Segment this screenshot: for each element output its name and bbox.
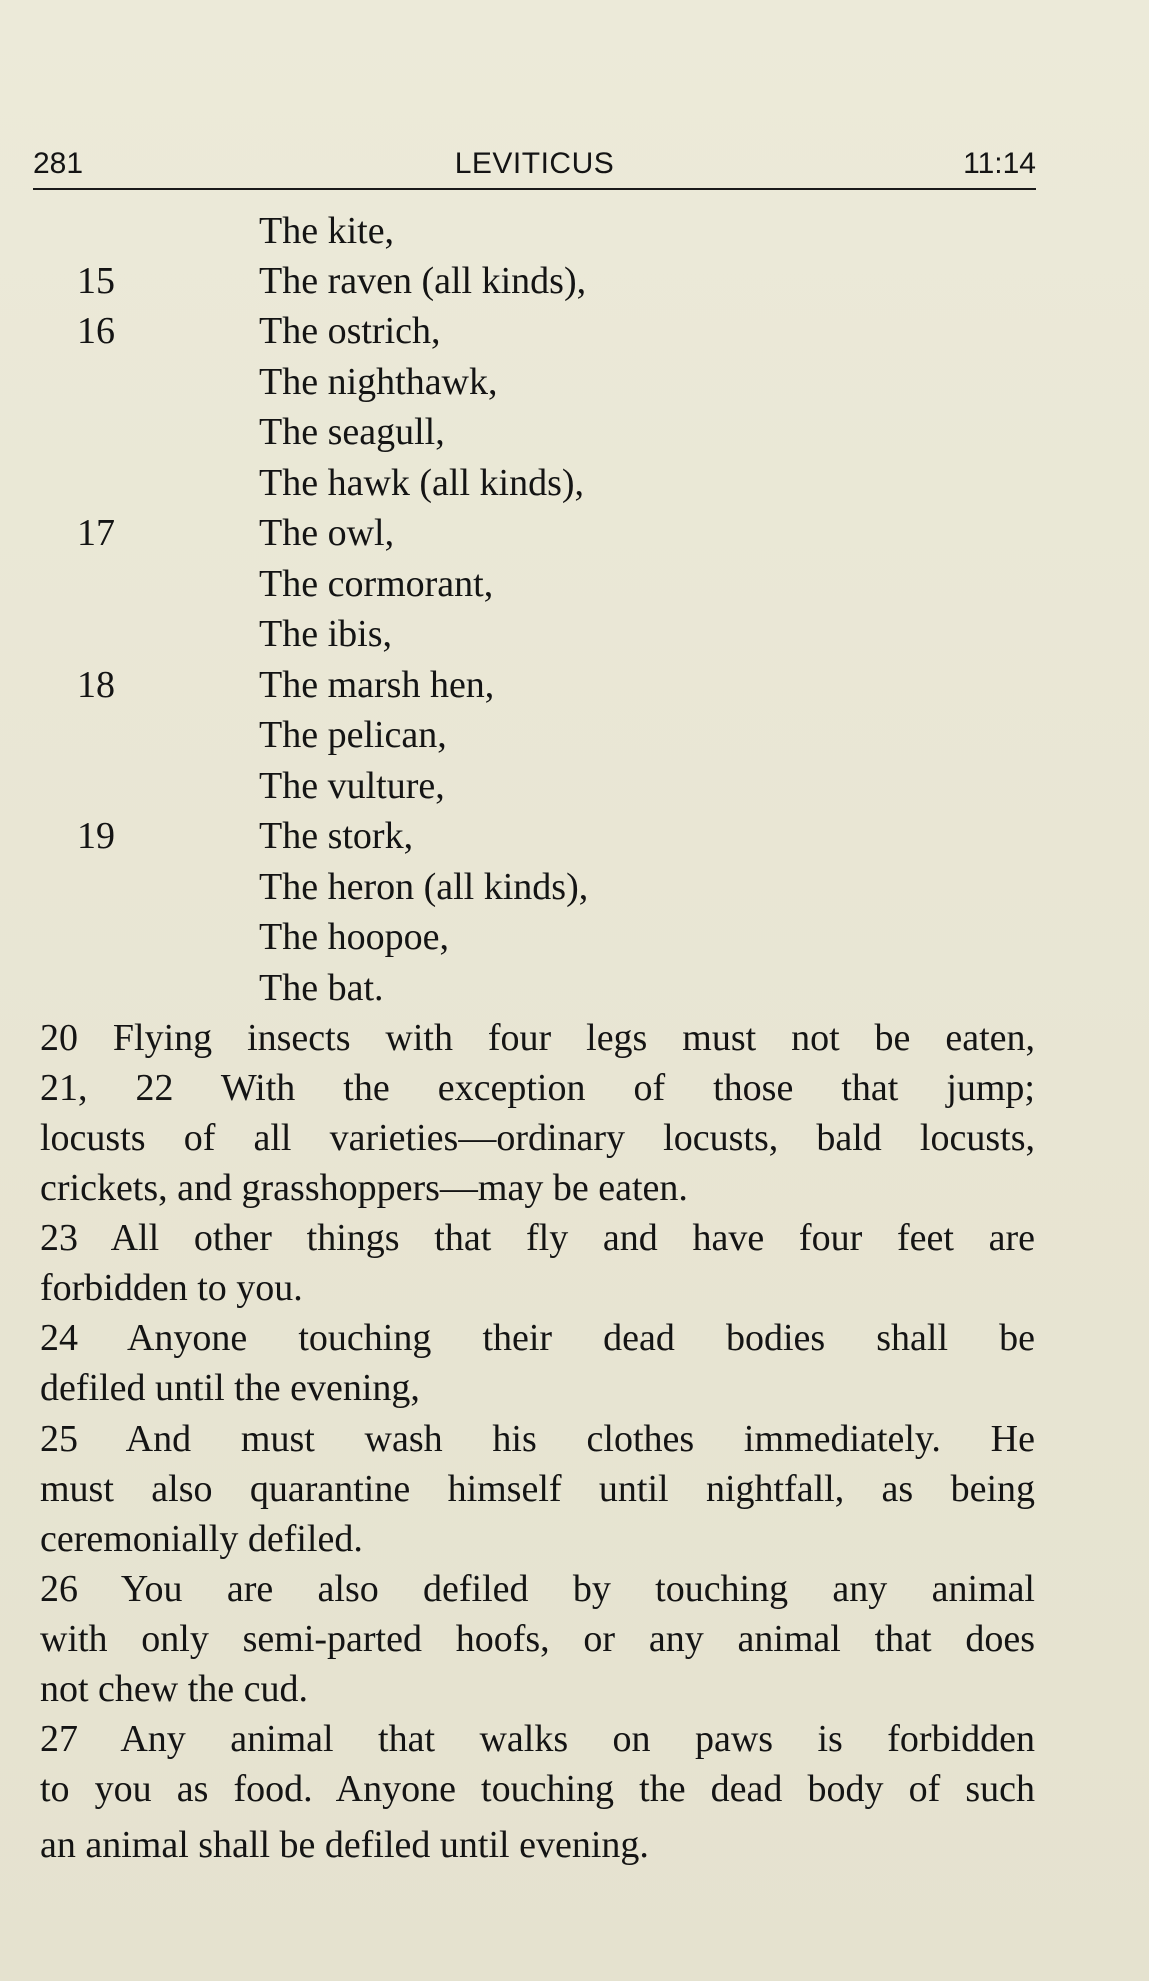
list-item: The owl, bbox=[259, 512, 395, 554]
list-line bbox=[40, 458, 1035, 508]
list-item: The pelican, bbox=[259, 714, 447, 756]
prose-line: an animal shall be defiled until evening. bbox=[40, 1824, 649, 1866]
prose-line: ceremonially defiled. bbox=[40, 1518, 363, 1560]
verse-number: 16 bbox=[77, 310, 115, 352]
verse-number: 19 bbox=[77, 815, 115, 857]
list-line bbox=[40, 862, 1035, 912]
verse-number: 15 bbox=[77, 260, 115, 302]
prose-line: 23 All other things that fly and have four feet are bbox=[40, 1217, 1035, 1259]
list-item: The hoopoe, bbox=[259, 916, 449, 958]
prose-line: not chew the cud. bbox=[40, 1668, 309, 1710]
prose-line: 26 You are also defiled by touching any animal bbox=[40, 1568, 1035, 1610]
list-item: The kite, bbox=[259, 210, 395, 252]
prose-line: 20 Flying insects with four legs must not be eaten, bbox=[40, 1017, 1035, 1059]
list-item: The vulture, bbox=[259, 765, 445, 807]
list-item: The hawk (all kinds), bbox=[259, 462, 585, 504]
list-line bbox=[40, 609, 1035, 659]
prose-line: 24 Anyone touching their dead bodies shall be bbox=[40, 1317, 1035, 1359]
list-item: The cormorant, bbox=[259, 563, 494, 605]
prose-line: defiled until the evening, bbox=[40, 1367, 420, 1409]
list-item: The raven (all kinds), bbox=[259, 260, 587, 302]
prose-line: to you as food. Anyone touching the dead body of such bbox=[40, 1768, 1035, 1810]
list-line bbox=[40, 508, 1035, 558]
list-item: The bat. bbox=[259, 967, 384, 1009]
book-title: LEVITICUS bbox=[454, 147, 615, 180]
list-line bbox=[40, 407, 1035, 457]
list-line bbox=[40, 660, 1035, 710]
list-item: The ibis, bbox=[259, 613, 392, 655]
list-item: The seagull, bbox=[259, 411, 445, 453]
verse-number: 18 bbox=[77, 664, 115, 706]
prose-line: with only semi-parted hoofs, or any animal that does bbox=[40, 1618, 1035, 1660]
list-item: The stork, bbox=[259, 815, 414, 857]
running-header bbox=[33, 140, 1036, 190]
prose-line: locusts of all varieties—ordinary locusts, bald locusts, bbox=[40, 1117, 1035, 1159]
verse-number: 17 bbox=[77, 512, 115, 554]
prose-line: must also quarantine himself until nightfall, as being bbox=[40, 1468, 1035, 1510]
list-item: The marsh hen, bbox=[259, 664, 495, 706]
page-number: 281 bbox=[33, 147, 84, 180]
chapter-verse-reference: 11:14 bbox=[963, 147, 1036, 180]
list-item: The heron (all kinds), bbox=[259, 866, 589, 908]
prose-line: 21, 22 With the exception of those that jump; bbox=[40, 1067, 1035, 1109]
list-line bbox=[40, 256, 1035, 306]
list-line bbox=[40, 912, 1035, 962]
prose-line: forbidden to you. bbox=[40, 1267, 303, 1309]
list-item: The nighthawk, bbox=[259, 361, 498, 403]
list-line bbox=[40, 306, 1035, 356]
list-line bbox=[40, 206, 1035, 256]
list-line bbox=[40, 963, 1035, 1013]
list-item: The ostrich, bbox=[259, 310, 441, 352]
list-line bbox=[40, 761, 1035, 811]
prose-line: 27 Any animal that walks on paws is forbidden bbox=[40, 1718, 1035, 1760]
list-line bbox=[40, 811, 1035, 861]
list-line bbox=[40, 710, 1035, 760]
list-line bbox=[40, 559, 1035, 609]
prose-line: 25 And must wash his clothes immediately. He bbox=[40, 1418, 1035, 1460]
list-line bbox=[40, 357, 1035, 407]
prose-line: crickets, and grasshoppers—may be eaten. bbox=[40, 1167, 688, 1209]
